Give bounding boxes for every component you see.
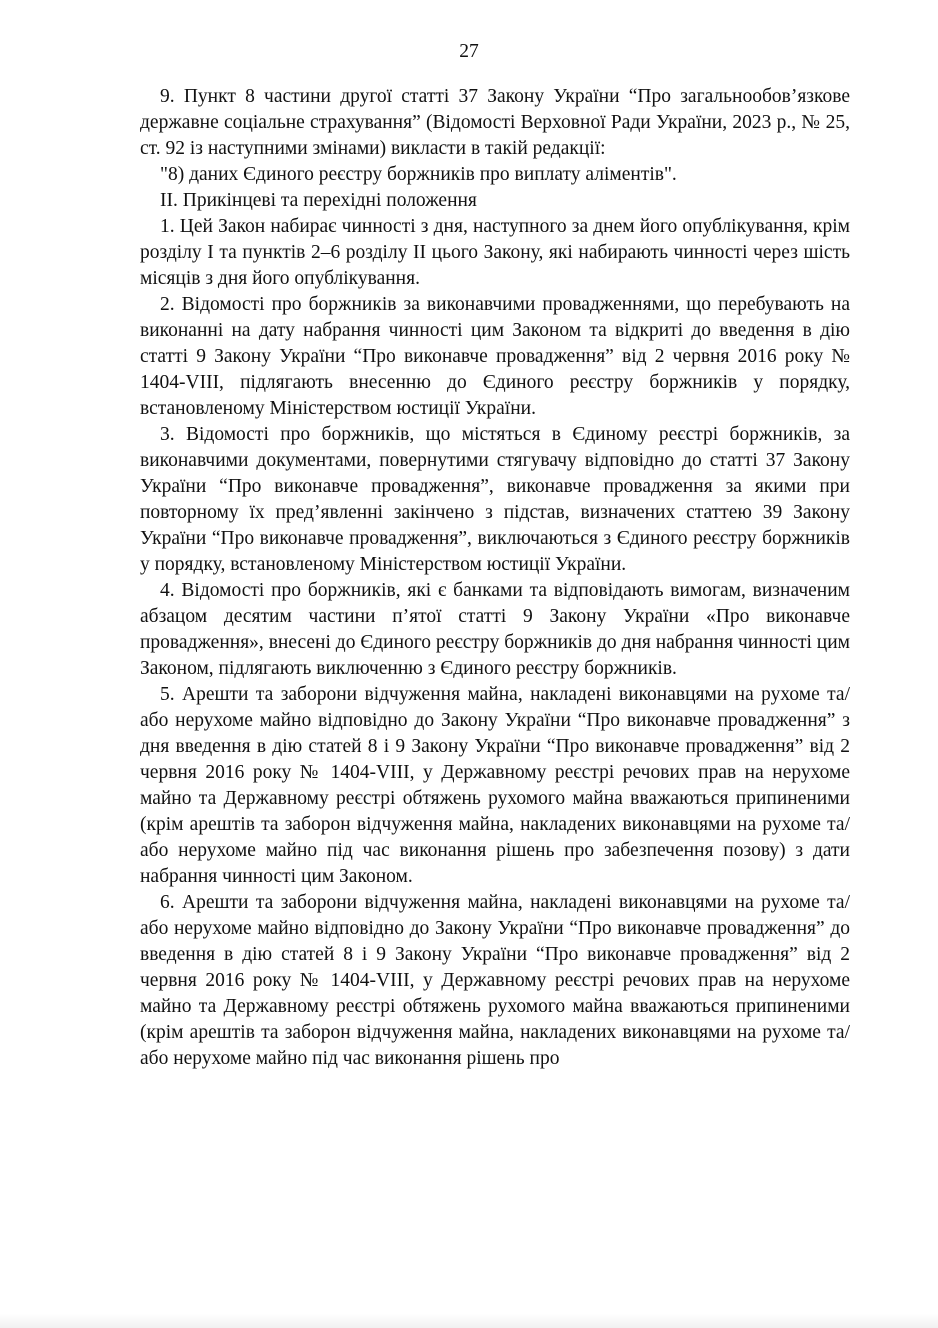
paragraph-point-4: 4. Відомості про боржників, які є банками та відповідають вимогам, визначеним абзацом десятим частини п’ятої статті 9 Закону України «Про виконавче провадження», внесені до Єдиного реєстру боржників до дня набрання чинності цим Законом, підлягають виключенню з Єдиного реєстру боржників. [140,580,850,679]
paragraph-item-8-text: "8) даних Єдиного реєстру боржників про виплату аліментів". [160,164,677,185]
paragraph-point-5: 5. Арешти та заборони відчуження майна, накладені виконавцями на рухоме та/або нерухоме майно відповідно до Закону України “Про виконавче провадження” з дня введення в дію статей 8 і 9 Закону України “Про виконавче провадження” від 2 червня 2016 року № 1404-VIII, у Державному реєстрі речових прав на нерухоме майно та Державному реєстрі обтяжень рухомого майна вважаються припиненими (крім арештів та заборон відчуження майна, накладених виконавцями на рухоме та/або нерухоме майно під час виконання рішень про забезпечення позову) з дати набрання чинності цим Законом. [140,684,850,887]
page-bottom-edge [0,1314,938,1328]
paragraph-point-3: 3. Відомості про боржників, що містяться в Єдиному реєстрі боржників, за виконавчими документами, повернутими стягувачу відповідно до статті 37 Закону України “Про виконавче провадження”, виконавче провадження за якими при повторному їх пред’явленні закінчено з підстав, визначених статтею 39 Закону України “Про виконавче провадження”, виключаються з Єдиного реєстру боржників у порядку, встановленому Міністерством юстиції України. [140,424,850,575]
paragraph-point-1: 1. Цей Закон набирає чинності з дня, наступного за днем його опублікування, крім розділу I та пунктів 2–6 розділу II цього Закону, які набирають чинності через шість місяців з дня його опублікування. [140,216,850,289]
section-heading: II. Прикінцеві та перехідні положення [160,190,477,211]
paragraph-point-6: 6. Арешти та заборони відчуження майна, накладені виконавцями на рухоме та/або нерухоме майно відповідно до Закону України “Про виконавче провадження” до введення в дію статей 8 і 9 Закону України “Про виконавче провадження” від 2 червня 2016 року № 1404-VIII, у Державному реєстрі речових прав на нерухоме майно та Державному реєстрі обтяжень рухомого майна вважаються припиненими (крім арештів та заборон відчуження майна, накладених виконавцями на рухоме та/або нерухоме майно під час виконання рішень про [140,892,850,1069]
document-body [140,84,850,1072]
paragraph-point-2: 2. Відомості про боржників за виконавчими провадженнями, що перебувають на виконанні на дату набрання чинності цим Законом та відкриті до введення в дію статті 9 Закону України “Про виконавче провадження” від 2 червня 2016 року № 1404-VIII, підлягають внесенню до Єдиного реєстру боржників у порядку, встановленому Міністерством юстиції України. [140,294,850,419]
page-number: 27 [459,41,479,62]
paragraph-item-9: 9. Пункт 8 частини другої статті 37 Закону України “Про загальнообов’язкове державне соціальне страхування” (Відомості Верховної Ради України, 2023 р., № 25, ст. 92 із наступними змінами) викласти в такій редакції: [140,86,850,159]
